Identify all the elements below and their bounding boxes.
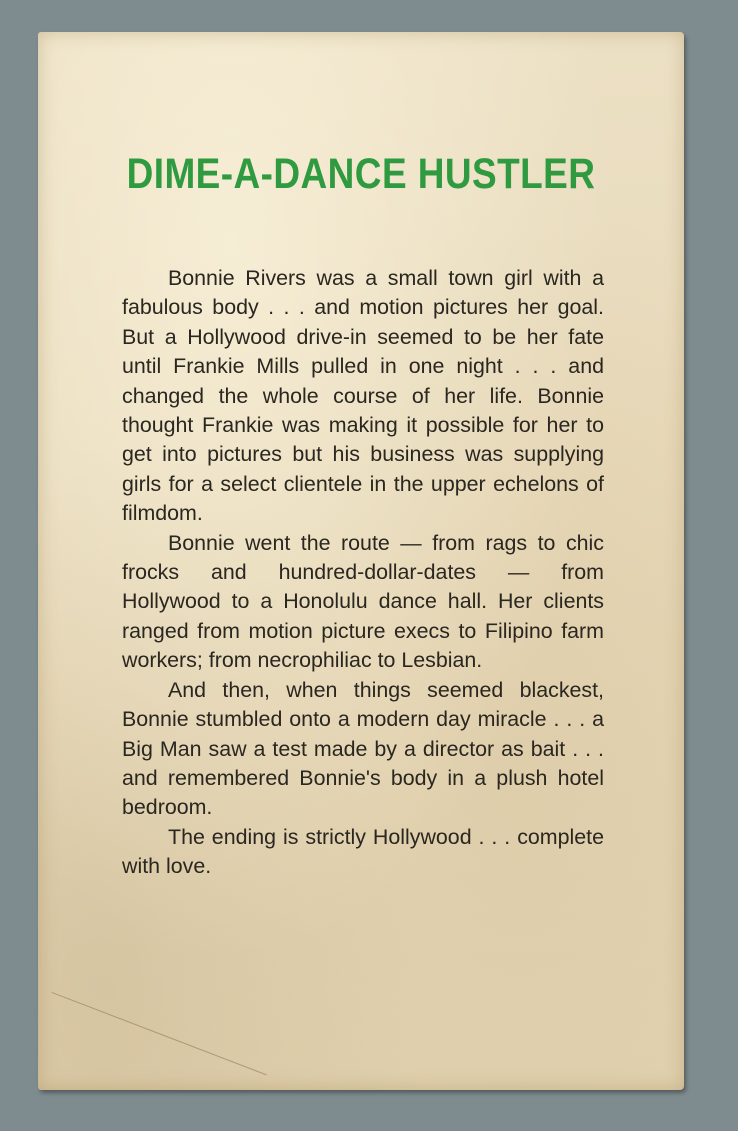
book-title: DIME-A-DANCE HUSTLER [126, 150, 596, 198]
blurb-paragraph-3: And then, when things seemed blackest, Bonnie stumbled onto a modern day miracle . . . a Big Man saw a test made by a director as bait . . . and remembered Bonnie's body in a plush hotel bedroom. [122, 677, 604, 820]
blurb-text [122, 264, 604, 882]
book-back-cover [38, 32, 684, 1090]
blurb-paragraph-2: Bonnie went the route — from rags to chic frocks and hundred-dollar-dates — from Hollywood to a Honolulu dance hall. Her clients ranged from motion picture execs to Filipino farm workers; from necrophiliac to Lesbian. [122, 530, 604, 673]
blurb-paragraph-1: Bonnie Rivers was a small town girl with a fabulous body . . . and motion pictures her goal. But a Hollywood drive-in seemed to be her fate until Frankie Mills pulled in one night . . . and changed the whole course of her life. Bonnie thought Frankie was making it possible for her to get into pictures but his business was supplying girls for a select clientele in the upper echelons of filmdom. [122, 266, 604, 526]
blurb-paragraph-4: The ending is strictly Hollywood . . . complete with love. [122, 824, 604, 879]
corner-crease [52, 992, 267, 1075]
